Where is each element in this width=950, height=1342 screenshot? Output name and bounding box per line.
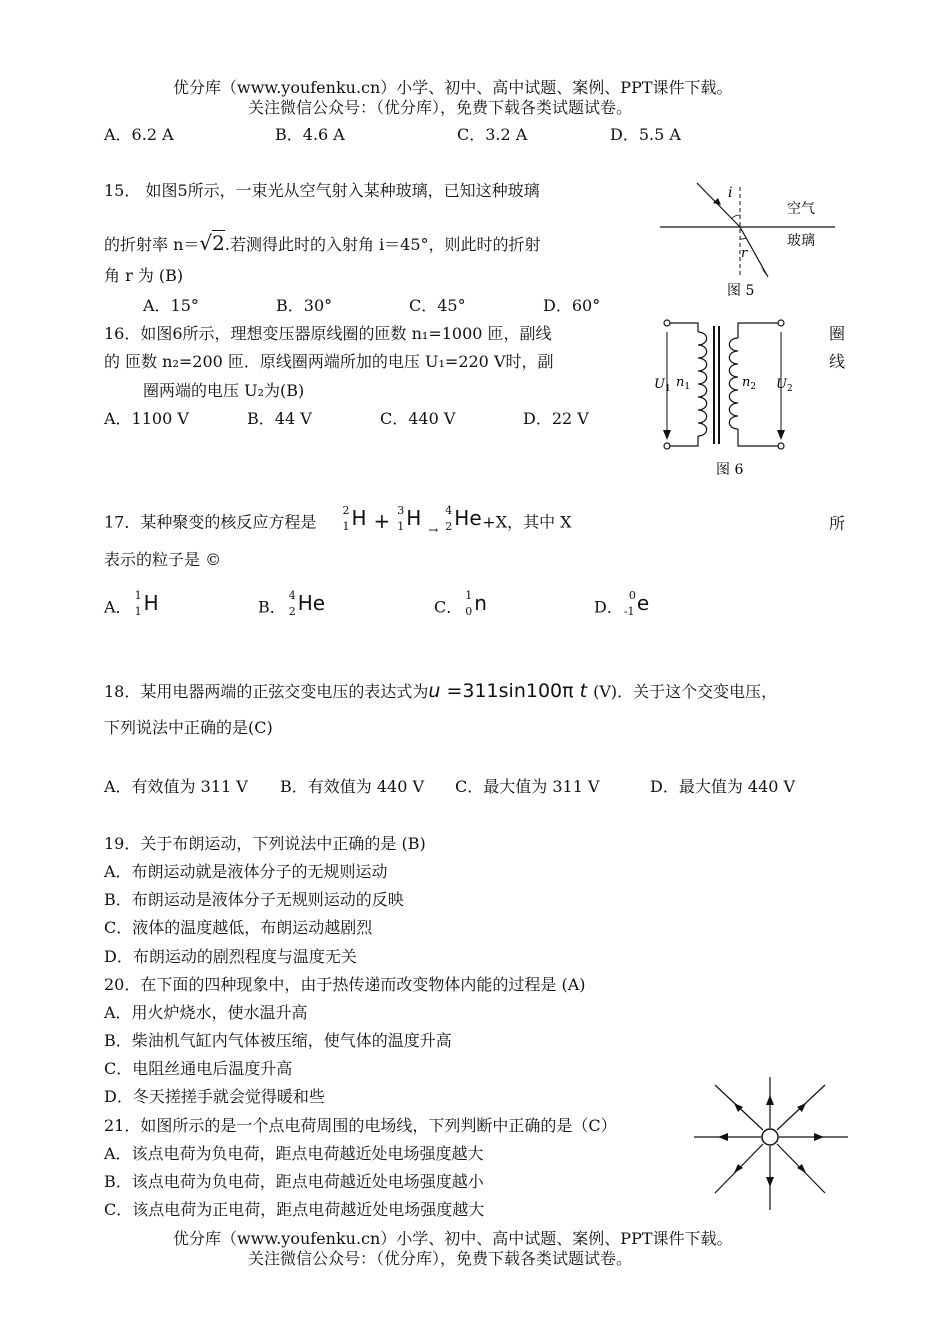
q21-stem: 21．如图所示的是一个点电荷周围的电场线，下列判断中正确的是（C） [104, 1116, 617, 1135]
secondary-terminal-bottom [778, 443, 784, 449]
q15-stem-line-1: 15． 如图5所示，一束光从空气射入某种玻璃，已知这种玻璃 [104, 181, 540, 200]
nuclide-h3: 3 1 H [397, 504, 422, 533]
nuclide-h2: 2 1 H [342, 504, 367, 533]
q17-option-d: D． 0 -1 e [594, 593, 657, 623]
arrow-down-icon [766, 1177, 774, 1187]
q16-line-2-end: 线 [829, 352, 846, 371]
label-n2: $n_2$ [742, 375, 757, 392]
q15-option-a: A．15° [143, 296, 199, 315]
q15-option-b: B．30° [276, 296, 333, 315]
formula-u: u [428, 680, 441, 702]
arrow-left-icon [718, 1133, 728, 1141]
q19-stem: 19．关于布朗运动，下列说法中正确的是 (B) [104, 834, 426, 853]
q20-option-b: B．柴油机气缸内气体被压缩，使气体的温度升高 [104, 1031, 452, 1050]
figure-5-refraction [655, 175, 845, 305]
q17-stem-line-2: 表示的粒子是 © [104, 550, 222, 569]
q18-option-c: C．最大值为 311 V [455, 777, 600, 796]
q18-option-a: A．有效值为 311 V [104, 777, 248, 796]
q20-option-a: A．用火炉烧水，使水温升高 [104, 1003, 308, 1022]
label-r: r [741, 246, 748, 261]
footer-line-2: 关注微信公众号：（优分库），免费下载各类试题试卷。 [248, 1249, 633, 1268]
formula-expression: =311sin100π [440, 680, 574, 702]
q17-tail: +X，其中 X [482, 512, 572, 532]
point-charge [762, 1129, 778, 1145]
nuclide-option-a: 1 1 H [134, 589, 159, 618]
q16-stem-line-2: 的 匝数 n₂=200 匝．原线圈两端所加的电压 U₁=220 V时，副 [104, 352, 554, 371]
q20-stem: 20．在下面的四种现象中，由于热传递而改变物体内能的过程是 (A) [104, 975, 586, 994]
formula-t: t [573, 680, 588, 702]
q18-stem-line-1 [104, 680, 777, 703]
q14-option-a: A．6.2 A [104, 125, 174, 144]
q17-option-b: B． 4 2 He [258, 593, 326, 623]
footer-line-1: 优分库（www.youfenku.cn）小学、初中、高中试题、案例、PPT课件下载。 [173, 1229, 733, 1248]
q21-option-b: B．该点电荷为负电荷，距点电荷越近处电场强度越小 [104, 1172, 484, 1191]
q18-option-d: D．最大值为 440 V [650, 777, 796, 796]
label-u1: $U_1$ [654, 377, 671, 394]
q21-option-c: C．该点电荷为正电荷，距点电荷越近处电场强度越大 [104, 1200, 485, 1219]
q19-option-d: D．布朗运动的剧烈程度与温度无关 [104, 947, 357, 966]
header-line-2: 关注微信公众号：（优分库），免费下载各类试题试卷。 [248, 98, 633, 117]
q14-option-d: D．5.5 A [610, 125, 681, 144]
figure-6-caption: 图 6 [716, 462, 744, 478]
q16-option-c: C．440 V [380, 409, 456, 428]
q16-option-a: A．1100 V [104, 409, 189, 428]
q18-line1-tail: (V)．关于这个交变电压， [593, 682, 778, 701]
figure-5-caption: 图 5 [727, 283, 755, 299]
q15-stem-line-3: 角 r 为 (B) [104, 266, 184, 285]
q17-option-c: C． 1 0 n [434, 593, 492, 623]
primary-terminal-top [664, 320, 670, 326]
nuclide-he4: 4 2 He [445, 504, 482, 533]
header-line-1: 优分库（www.youfenku.cn）小学、初中、高中试题、案例、PPT课件下载。 [173, 78, 733, 97]
q19-option-b: B．布朗运动是液体分子无规则运动的反映 [104, 890, 404, 909]
q15-option-c: C．45° [409, 296, 466, 315]
q16-option-d: D．22 V [523, 409, 589, 428]
q15-stem-line-2 [104, 231, 541, 255]
secondary-terminal-top [778, 320, 784, 326]
label-u2: $U_2$ [776, 377, 793, 394]
sqrt-symbol: √ [199, 231, 213, 255]
u2-arrow-icon [777, 430, 785, 440]
primary-terminal-bottom [664, 443, 670, 449]
sqrt-value: 2 [212, 231, 225, 255]
label-n1: $n_1$ [676, 375, 691, 392]
label-air: 空气 [787, 201, 815, 217]
label-glass: 玻璃 [787, 233, 815, 249]
arrow-right-icon [814, 1133, 824, 1141]
incident-arrow-icon [713, 198, 721, 205]
q17-intro: 17．某种聚变的核反应方程是 [104, 512, 317, 532]
q15-line2-text: 的折射率 n＝ [104, 235, 200, 254]
q18-option-b: B．有效值为 440 V [280, 777, 425, 796]
q17-option-a: A． 1 1 H [104, 593, 162, 623]
q16-stem-line-3: 圈两端的电压 U₂为(B) [143, 381, 305, 400]
reaction-arrow-icon: → [428, 522, 439, 537]
arrow-up-icon [766, 1095, 774, 1105]
incident-ray [697, 183, 740, 227]
q17-stem-line-1 [104, 504, 572, 538]
q19-option-a: A．布朗运动就是液体分子的无规则运动 [104, 862, 388, 881]
primary-coil [698, 332, 707, 436]
secondary-coil [729, 338, 738, 429]
label-i: i [728, 185, 733, 201]
plus-sign: + [373, 508, 391, 533]
q15-line2-tail: .若测得此时的入射角 i＝45°，则此时的折射 [224, 235, 541, 254]
nuclide-option-d: 0 -1 e [623, 589, 650, 618]
q17-line-1-end: 所 [829, 514, 846, 533]
q14-option-c: C．3.2 A [457, 125, 528, 144]
nuclide-option-b: 4 2 He [288, 589, 326, 618]
q14-option-b: B．4.6 A [275, 125, 345, 144]
q16-line-1-end: 圈 [829, 324, 846, 343]
nuclide-option-c: 1 0 n [465, 589, 487, 618]
q21-option-a: A．该点电荷为负电荷，距点电荷越近处电场强度越大 [104, 1144, 484, 1163]
q16-option-b: B．44 V [247, 409, 312, 428]
q20-option-c: C．电阻丝通电后温度升高 [104, 1059, 293, 1078]
q18-line1-text: 18．某用电器两端的正弦交变电压的表达式为 [104, 682, 429, 701]
figure-6-transformer [650, 316, 800, 481]
q20-option-d: D．冬天搓搓手就会觉得暖和些 [104, 1087, 325, 1106]
q16-stem-line-1: 16．如图6所示，理想变压器原线圈的匝数 n₁=1000 匝，副线 [104, 324, 552, 343]
q18-stem-line-2: 下列说法中正确的是(C) [104, 718, 273, 737]
q15-option-d: D．60° [543, 296, 601, 315]
u1-arrow-icon [663, 430, 671, 440]
q19-option-c: C．液体的温度越低，布朗运动越剧烈 [104, 918, 373, 937]
figure-electric-field [690, 1075, 850, 1220]
